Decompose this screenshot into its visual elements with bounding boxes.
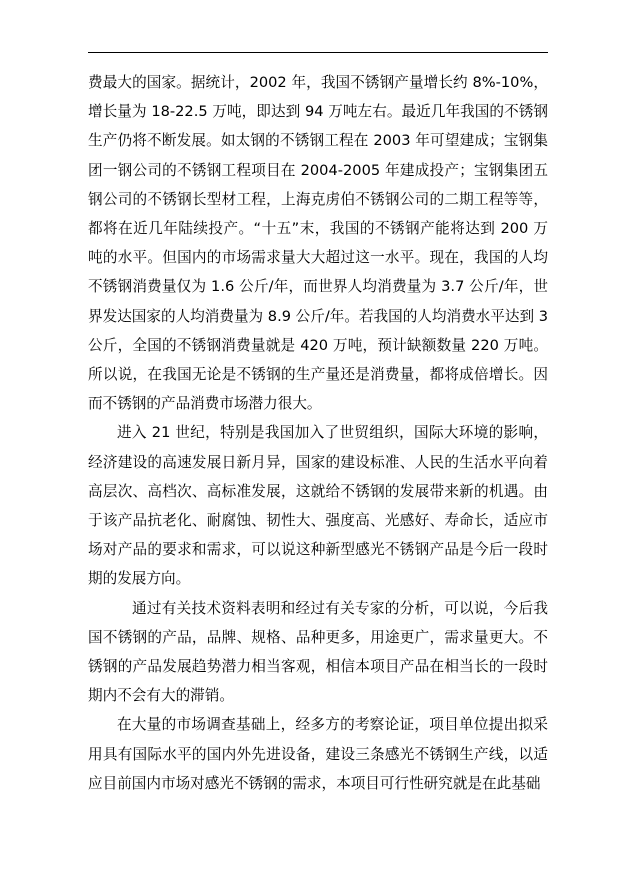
header-rule: [88, 52, 548, 53]
paragraph-1: 费最大的国家。据统计，2002 年，我国不锈钢产量增长约 8%-10%，增长量为 18-22.5 万吨，即达到 94 万吨左右。最近几年我国的不锈钢生产仍将不断发展。如太钢的不锈钢工程在 2003 年可望建成；宝钢集团一钢公司的不锈钢工程项目在 2004-2005 年建成投产；宝钢集团五钢公司的不锈钢长型材工程，上海克虏伯不锈钢公司的二期工程等等，都将在近几年陆续投产。“十五”末，我国的不锈钢产能将达到 200 万吨的水平。但国内的市场需求量大大超过这一水平。现在，我国的人均不锈钢消费量仅为 1.6 公斤/年，而世界人均消费量为 3.7 公斤/年，世界发达国家的人均消费量为 8.9 公斤/年。若我国的人均消费水平达到 3 公斤，全国的不锈钢消费量就是 420 万吨，预计缺额数量 220 万吨。所以说，在我国无论是不锈钢的生产量还是消费量，都将成倍增长。因而不锈钢的产品消费市场潜力很大。: [88, 74, 548, 413]
paragraph-4: 在大量的市场调查基础上，经多方的考察论证，项目单位提出拟采用具有国际水平的国内外先进设备，建设三条感光不锈钢生产线，以适应目前国内市场对感光不锈钢的需求，本项目可行性研究就是在此基础: [88, 716, 548, 792]
paragraph-3: 通过有关技术资料表明和经过有关专家的分析，可以说，今后我国不锈钢的产品，品牌、规格、品种更多，用途更广，需求量更大。不锈钢的产品发展趋势潜力相当客观，相信本项目产品在相当长的一段时期内不会有大的滞销。: [88, 599, 548, 705]
paragraph-2: 进入 21 世纪，特别是我国加入了世贸组织，国际大环境的影响，经济建设的高速发展日新月异，国家的建设标准、人民的生活水平向着高层次、高档次、高标准发展，这就给不锈钢的发展带来新的机遇。由于该产品抗老化、耐腐蚀、韧性大、强度高、光感好、寿命长，适应市场对产品的要求和需求，可以说这种新型感光不锈钢产品是今后一段时期的发展方向。: [88, 424, 548, 588]
document-body: [88, 68, 548, 798]
